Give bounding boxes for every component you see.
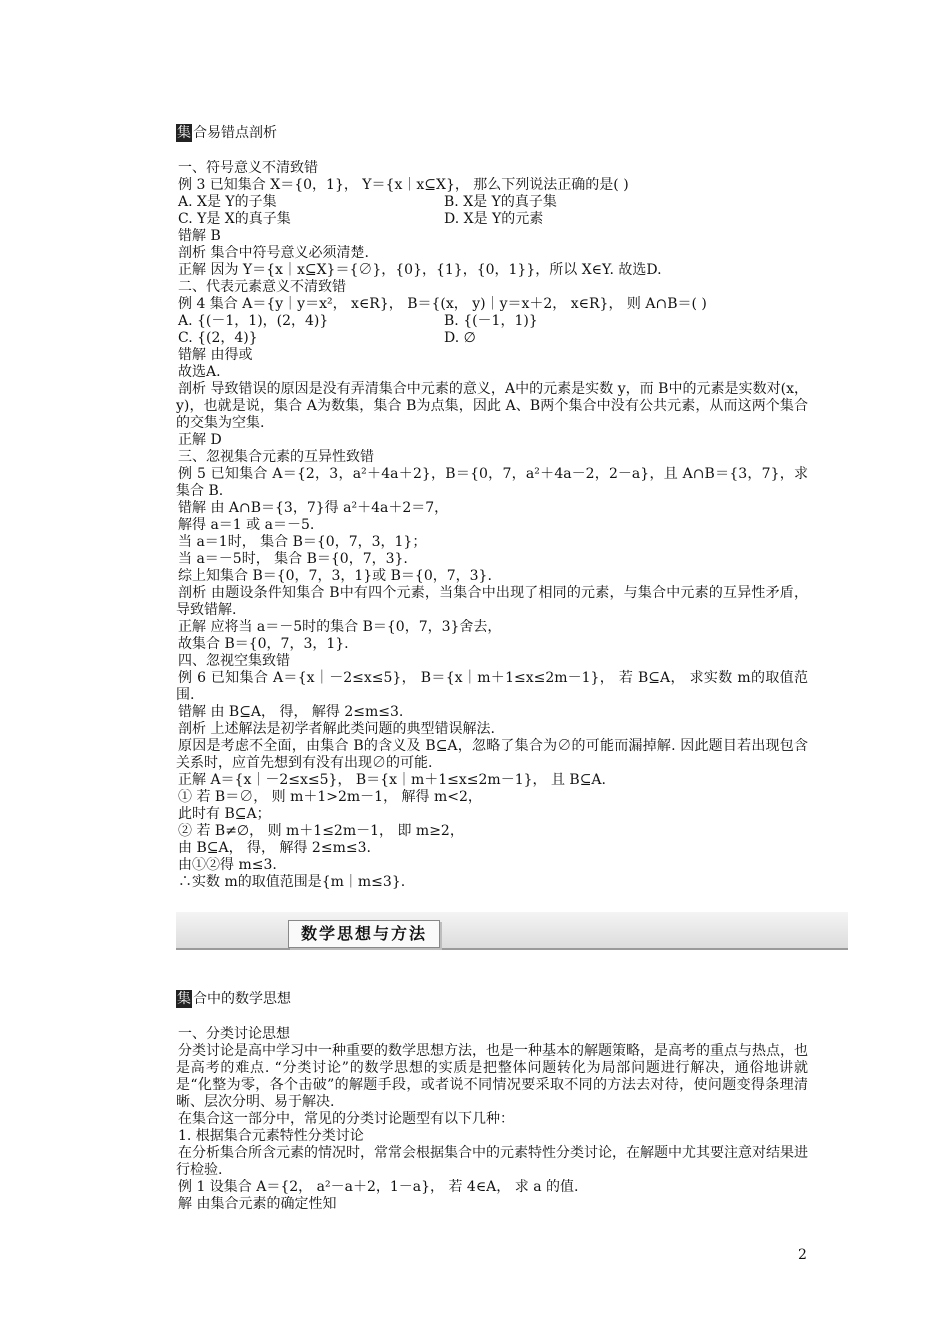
subsection-heading: 一、分类讨论思想 [178, 1026, 290, 1042]
text-line: ① 若 B＝∅， 则 m＋1>2m－1， 解得 m<2， [178, 789, 482, 805]
title-mark: 集 [177, 991, 191, 1007]
options-row [176, 211, 808, 228]
text-line: 此时有 B⊆A； [178, 806, 271, 822]
example-6: 例 6 已知集合 A＝{x｜－2≤x≤5}， B＝{x｜m＋1≤x≤2m－1}， 若 B⊆A， 求实数 m的取值范围. [176, 670, 808, 703]
wrong-solution: 错解 由得或 [178, 347, 253, 363]
section-title [176, 124, 808, 142]
title-mark: 集 [177, 125, 191, 141]
options-row [176, 330, 808, 347]
analysis-paragraph: 剖析 由题设条件知集合 B中有四个元素，当集合中出现了相同的元素，与集合中元素的互异性矛盾，导致错解. [176, 585, 808, 618]
title-text: 合易错点剖析 [193, 125, 277, 141]
example-1: 例 1 设集合 A＝{2， a²－a＋2，1－a}， 若 4∈A， 求 a 的值. [178, 1179, 579, 1195]
intro-paragraph: 分类讨论是高中学习中一种重要的数学思想方法，也是一种基本的解题策略，是高考的重点与热点，也是高考的难点. “分类讨论”的数学思想的实质是把整体问题转化为局部问题进行解决，通俗地讲就是“化整为零，各个击破”的解题手段，或者说不同情况要采取不同的方法去对待，使问题变得条理清晰、层次分明、易于解决. [176, 1043, 808, 1110]
banner-bar [176, 912, 848, 950]
text-paragraph: 在分析集合所含元素的情况时，常常会根据集合中的元素特性分类讨论，在解题中尤其要注意对结果进行检验. [176, 1145, 808, 1178]
text-line: 当 a＝1时， 集合 B＝{0，7，3，1}； [178, 534, 427, 550]
option-a: A. {(－1，1)，(2，4)} [178, 313, 329, 329]
conclusion: ∴实数 m的取值范围是{m｜m≤3}. [178, 874, 406, 890]
text-line: 由 B⊆A， 得， 解得 2≤m≤3. [178, 840, 371, 856]
text-line: 当 a＝－5时， 集合 B＝{0，7，3}. [178, 551, 408, 567]
example-4: 例 4 集合 A＝{y｜y＝x²， x∈R}， B＝{(x， y)｜y＝x＋2， x∈R}， 则 A∩B＝( ) [178, 296, 707, 312]
section-mistakes [176, 124, 808, 891]
analysis-paragraph: 剖析 导致错误的原因是没有弄清集合中元素的意义，A中的元素是实数 y，而 B中的元素是实数对(x，y)，也就是说，集合 A为数集，集合 B为点集，因此 A、B两个集合中没有公共元素，从而这两个集合的交集为空集. [176, 381, 808, 431]
text-line: 由①②得 m≤3. [178, 857, 277, 873]
subsection-heading: 1. 根据集合元素特性分类讨论 [178, 1128, 364, 1144]
option-b: B. {(－1，1)} [444, 313, 538, 329]
banner-label: 数学思想与方法 [288, 920, 440, 948]
text-line: ② 若 B≠∅， 则 m＋1≤2m－1， 即 m≥2， [178, 823, 464, 839]
subsection-heading: 四、忽视空集致错 [178, 653, 290, 669]
section-math-thinking [176, 990, 808, 1213]
options-row [176, 313, 808, 330]
subsection-heading: 二、代表元素意义不清致错 [178, 279, 346, 295]
wrong-solution: 错解 B [178, 228, 221, 244]
text-line: 故选A. [178, 364, 221, 380]
option-a: A. X是 Y的子集 [178, 194, 277, 210]
correct-solution: 正解 应将当 a＝－5时的集合 B＝{0，7，3}舍去， [178, 619, 502, 635]
example-3: 例 3 已知集合 X＝{0，1}， Y＝{x｜x⊆X}， 那么下列说法正确的是( ) [178, 177, 629, 193]
correct-solution: 正解 因为 Y＝{x｜x⊆X}＝{∅}，{0}，{1}，{0，1}}，所以 X∈Y. 故选D. [178, 262, 662, 278]
correct-solution: 正解 A＝{x｜－2≤x≤5}， B＝{x｜m＋1≤x≤2m－1}， 且 B⊆A. [178, 772, 606, 788]
option-b: B. X是 Y的真子集 [444, 194, 557, 210]
option-d: D. ∅ [444, 330, 476, 346]
solution: 解 由集合元素的确定性知 [178, 1196, 337, 1212]
page-number: 2 [798, 1247, 807, 1263]
section-title [176, 990, 808, 1008]
wrong-solution: 错解 由 B⊆A， 得， 解得 2≤m≤3. [178, 704, 404, 720]
title-text: 合中的数学思想 [193, 991, 291, 1007]
option-d: D. X是 Y的元素 [444, 211, 544, 227]
option-c: C. {(2，4)} [178, 330, 258, 346]
analysis: 剖析 上述解法是初学者解此类问题的典型错误解法. [178, 721, 495, 737]
section-banner [176, 912, 848, 952]
text-line: 综上知集合 B＝{0，7，3，1}或 B＝{0，7，3}. [178, 568, 492, 584]
wrong-solution: 错解 由 A∩B＝{3，7}得 a²＋4a＋2＝7， [178, 500, 449, 516]
text-line: 故集合 B＝{0，7，3，1}. [178, 636, 349, 652]
text-line: 在集合这一部分中，常见的分类讨论题型有以下几种： [178, 1111, 514, 1127]
correct-solution: 正解 D [178, 432, 222, 448]
option-c: C. Y是 X的真子集 [178, 211, 291, 227]
reason-paragraph: 原因是考虑不全面，由集合 B的含义及 B⊆A，忽略了集合为∅的可能而漏掉解. 因此题目若出现包含关系时，应首先想到有没有出现∅的可能. [176, 738, 808, 771]
subsection-heading: 一、符号意义不清致错 [178, 160, 318, 176]
text-line: 解得 a＝1 或 a＝－5. [178, 517, 315, 533]
subsection-heading: 三、忽视集合元素的互异性致错 [178, 449, 374, 465]
options-row [176, 194, 808, 211]
analysis: 剖析 集合中符号意义必须清楚. [178, 245, 369, 261]
example-5: 例 5 已知集合 A＝{2，3，a²＋4a＋2}，B＝{0，7，a²＋4a－2，2－a}，且 A∩B＝{3，7}，求集合 B. [176, 466, 808, 499]
